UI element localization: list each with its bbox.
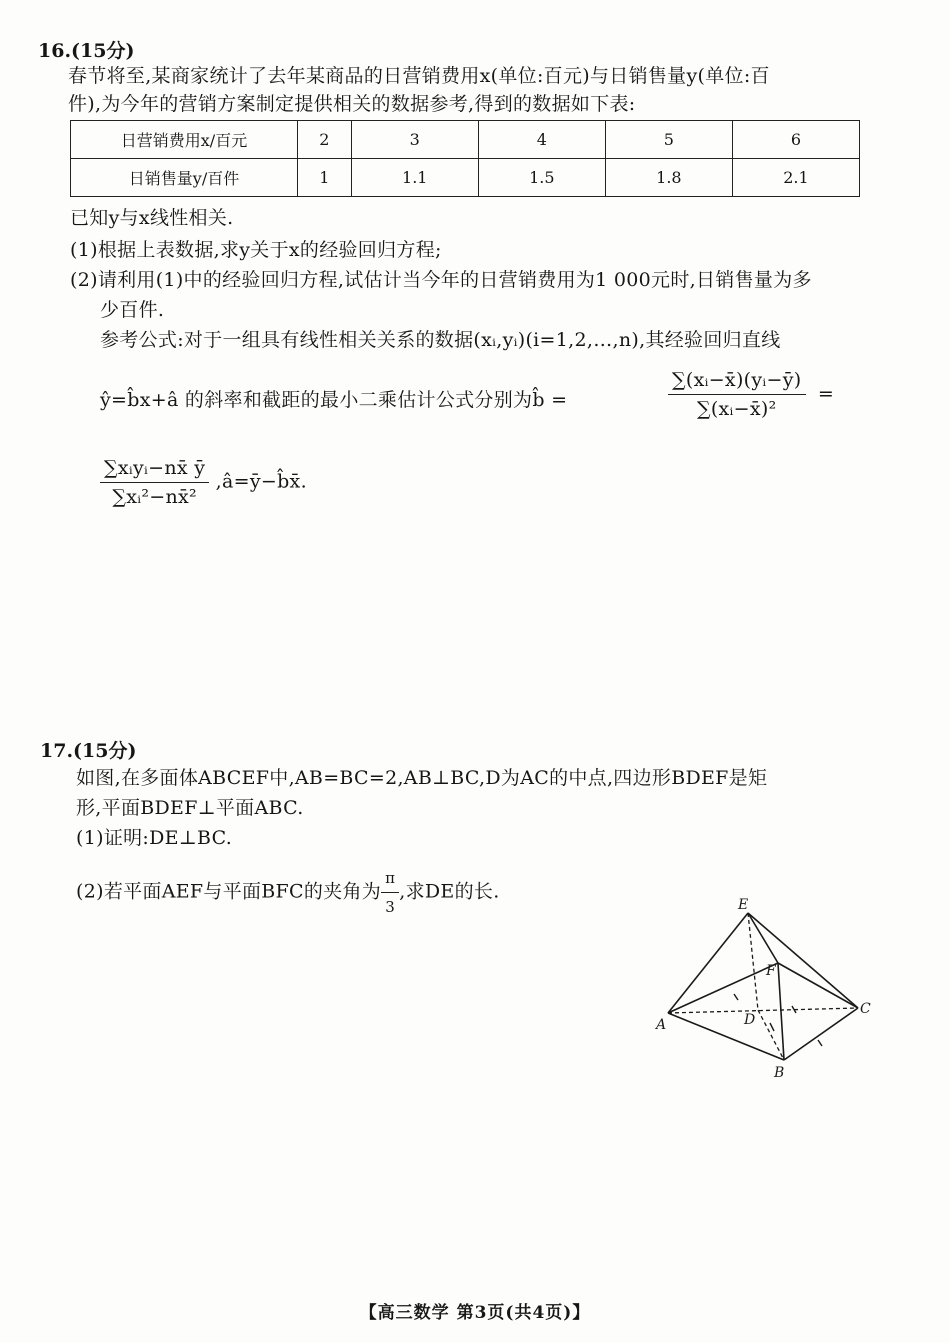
table-cell: 3 (351, 121, 478, 159)
q16-given: 已知y与x线性相关. (70, 207, 234, 229)
table-cell: 1.5 (478, 159, 605, 197)
edge-AF (668, 963, 778, 1013)
q16-part2-line1: (2)请利用(1)中的经验回归方程,试估计当今年的日营销费用为1 000元时,日销售量为多 (70, 269, 812, 291)
q17-part2 (76, 866, 500, 919)
q16-part1: (1)根据上表数据,求y关于x的经验回归方程; (70, 239, 442, 261)
vertex-label-E: E (738, 897, 749, 913)
edge-AC-hidden (668, 1008, 858, 1013)
table-cell: 1.1 (351, 159, 478, 197)
vertex-label-F: F (766, 963, 776, 979)
table-cell-y-label: 日销售量y/百件 (71, 159, 298, 197)
q17-part1: (1)证明:DE⊥BC. (76, 827, 233, 849)
edge-FC (778, 963, 858, 1008)
table-cell: 5 (605, 121, 732, 159)
q16-formula-b-fraction1: $\frac{\text{∑(xᵢ−x̄)(yᵢ−ȳ)}}{\text{∑(xᵢ−x̄)²}}$ = (668, 368, 834, 421)
table-row (71, 121, 860, 159)
edge-AB (668, 1013, 784, 1060)
fraction2-numerator: ∑xᵢyᵢ−nx̄ ȳ (100, 456, 209, 483)
edge-FB (778, 963, 784, 1060)
q16-intro-line1: 春节将至,某商家统计了去年某商品的日营销费用x(单位:百元)与日销售量y(单位:百 (68, 65, 770, 87)
q16-reference-line1: 参考公式:对于一组具有线性相关关系的数据(xᵢ,yᵢ)(i=1,2,…,n),其经验回归直线 (100, 329, 781, 351)
polyhedron-figure (650, 895, 890, 1085)
q16-data-table (70, 120, 860, 197)
question-16-number: 16.(15分) (38, 40, 135, 62)
table-cell: 4 (478, 121, 605, 159)
vertex-label-B: B (774, 1065, 785, 1081)
edge-EC (748, 913, 858, 1008)
q17-line1: 如图,在多面体ABCEF中,AB=BC=2,AB⊥BC,D为AC的中点,四边形BDEF是矩 (76, 767, 768, 789)
vertex-label-D: D (744, 1012, 756, 1028)
q17-part2-suffix: ,求DE的长. (399, 880, 500, 903)
fraction2-denominator: ∑xᵢ²−nx̄² (112, 486, 197, 508)
table-cell-x-label: 日营销费用x/百元 (71, 121, 298, 159)
q16-intercept-formula: ,â=ȳ−b̂x̄. (215, 470, 307, 493)
table-cell: 6 (732, 121, 859, 159)
edge-DB-hidden (758, 1010, 784, 1060)
question-17-number: 17.(15分) (40, 740, 137, 762)
vertex-label-A: A (656, 1017, 667, 1033)
angle-numerator: π (381, 866, 399, 893)
table-cell: 2 (298, 121, 352, 159)
q16-formula-b-fraction2 (100, 456, 307, 509)
q17-line2: 形,平面BDEF⊥平面ABC. (76, 797, 304, 819)
q17-part2-prefix: (2)若平面AEF与平面BFC的夹角为 (76, 880, 382, 903)
angle-denominator: 3 (385, 898, 396, 916)
fraction1-numerator: ∑(xᵢ−x̄)(yᵢ−ȳ) (668, 368, 806, 395)
q16-reference-line2: ŷ=b̂x+â 的斜率和截距的最小二乘估计公式分别为b̂ = (100, 389, 568, 411)
table-cell: 2.1 (732, 159, 859, 197)
vertex-label-C: C (860, 1001, 871, 1017)
table-cell: 1.8 (605, 159, 732, 197)
q16-intro-line2: 件),为今年的营销方案制定提供相关的数据参考,得到的数据如下表: (68, 93, 636, 115)
fraction1-denominator: ∑(xᵢ−x̄)² (696, 398, 777, 420)
edge-BC (784, 1008, 858, 1060)
q16-part2-line2: 少百件. (100, 299, 165, 321)
table-cell: 1 (298, 159, 352, 197)
table-row (71, 159, 860, 197)
page-footer: 【高三数学 第3页(共4页)】 (359, 1303, 591, 1323)
